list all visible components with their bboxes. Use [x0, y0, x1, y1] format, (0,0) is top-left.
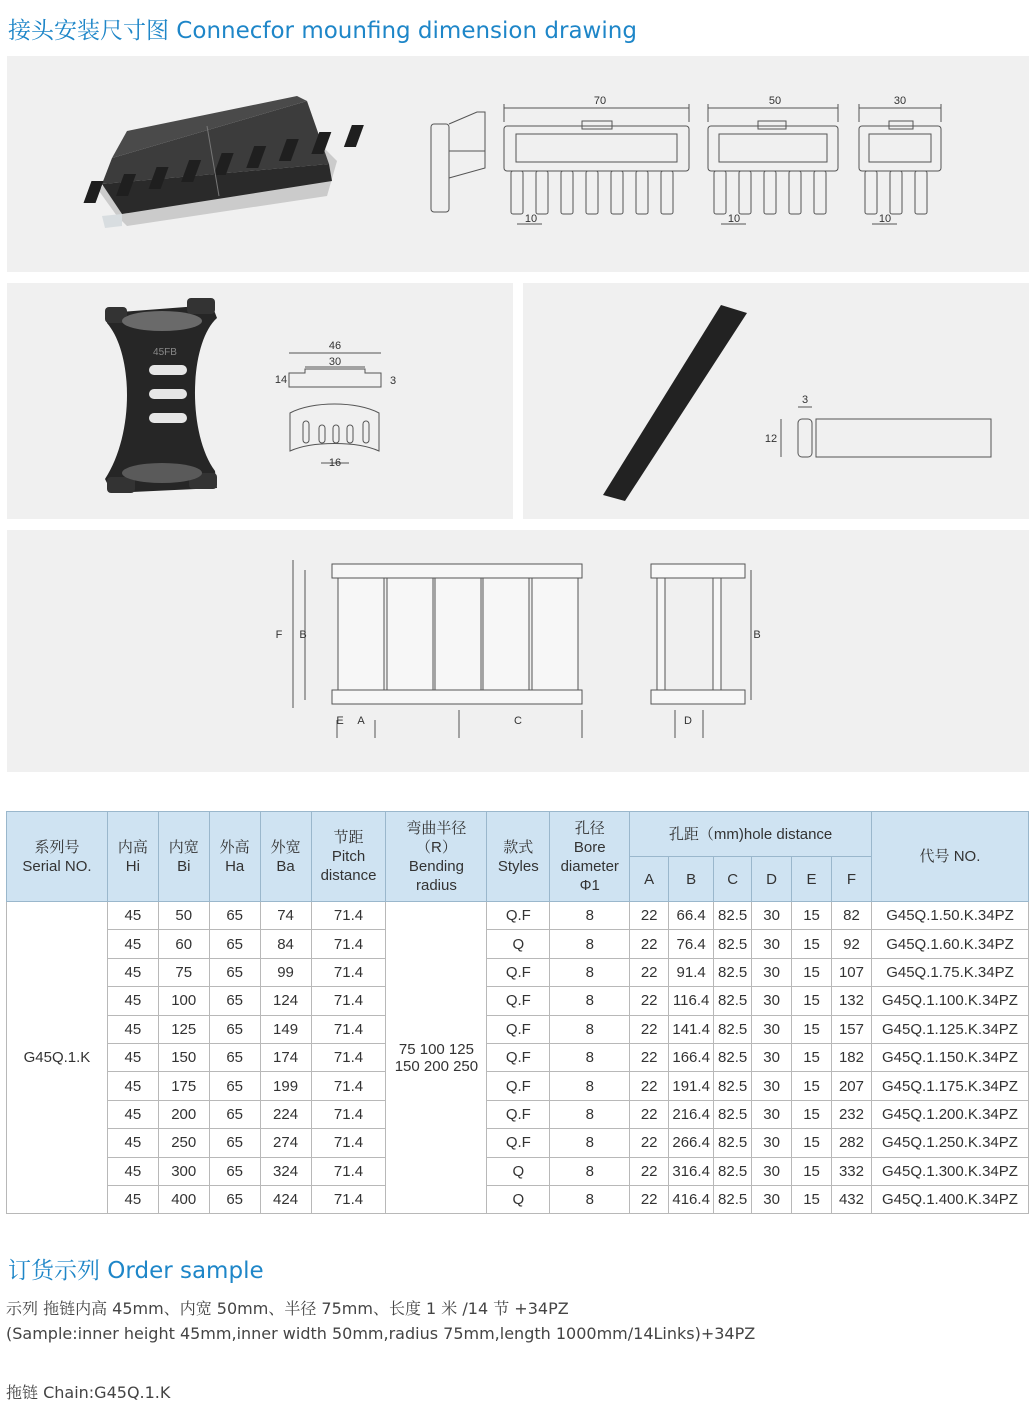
cell-ha: 65	[209, 902, 260, 930]
cell-f: 82	[832, 902, 872, 930]
cell-f: 157	[832, 1015, 872, 1043]
cell-f: 207	[832, 1072, 872, 1100]
cell-e: 15	[792, 1129, 832, 1157]
cell-d: 30	[752, 1185, 792, 1213]
dim-50: 50	[768, 95, 782, 107]
cell-hi: 45	[107, 1072, 158, 1100]
table-row	[7, 987, 1029, 1015]
cell-code: G45Q.1.60.K.34PZ	[871, 930, 1028, 958]
chain-dim-e: E	[336, 715, 344, 727]
cell-e: 15	[792, 902, 832, 930]
cell-d: 30	[752, 1100, 792, 1128]
cell-b: 316.4	[669, 1157, 714, 1185]
cell-ha: 65	[209, 1100, 260, 1128]
cell-f: 132	[832, 987, 872, 1015]
cell-hi: 45	[107, 1100, 158, 1128]
cell-pitch: 71.4	[311, 1043, 386, 1071]
cell-c: 82.5	[714, 930, 752, 958]
cell-ba: 324	[260, 1157, 311, 1185]
cell-bore: 8	[550, 1129, 630, 1157]
cell-e: 15	[792, 1185, 832, 1213]
cell-e: 15	[792, 1043, 832, 1071]
dim-70: 70	[593, 95, 607, 107]
header-hi: 内高 Hi	[107, 812, 158, 902]
cell-ba: 424	[260, 1185, 311, 1213]
header-bore: 孔径 Bore diameter Φ1	[550, 812, 630, 902]
cell-pitch: 71.4	[311, 930, 386, 958]
cell-a: 22	[630, 1043, 669, 1071]
cell-pitch: 71.4	[311, 1157, 386, 1185]
cell-hi: 45	[107, 1185, 158, 1213]
cell-style: Q	[487, 1157, 550, 1185]
cell-b: 76.4	[669, 930, 714, 958]
dim-pitch-30: 10	[878, 213, 892, 225]
cell-pitch: 71.4	[311, 902, 386, 930]
cell-b: 266.4	[669, 1129, 714, 1157]
cell-f: 92	[832, 930, 872, 958]
dim-pitch-50: 10	[727, 213, 741, 225]
chain-dim-d: D	[684, 715, 692, 727]
table-row	[7, 1100, 1029, 1128]
dim-pitch-70: 10	[524, 213, 538, 225]
cell-c: 82.5	[714, 1043, 752, 1071]
header-hole-a: A	[630, 857, 669, 902]
table-row	[7, 1015, 1029, 1043]
header-hole-f: F	[832, 857, 872, 902]
cell-d: 30	[752, 958, 792, 986]
cell-ha: 65	[209, 987, 260, 1015]
cell-bore: 8	[550, 1157, 630, 1185]
cell-a: 22	[630, 1015, 669, 1043]
header-serial: 系列号 Serial NO.	[7, 812, 108, 902]
header-hole-d: D	[752, 857, 792, 902]
cell-b: 166.4	[669, 1043, 714, 1071]
cell-f: 332	[832, 1157, 872, 1185]
cell-a: 22	[630, 902, 669, 930]
cell-ba: 174	[260, 1043, 311, 1071]
table-row	[7, 958, 1029, 986]
cell-pitch: 71.4	[311, 1185, 386, 1213]
cell-d: 30	[752, 1157, 792, 1185]
cell-pitch: 71.4	[311, 1100, 386, 1128]
table-row	[7, 1043, 1029, 1071]
cell-c: 82.5	[714, 958, 752, 986]
cell-bi: 200	[158, 1100, 209, 1128]
cell-code: G45Q.1.400.K.34PZ	[871, 1185, 1028, 1213]
cell-hi: 45	[107, 1015, 158, 1043]
cell-style: Q.F	[487, 1100, 550, 1128]
chain-dim-b-end: B	[753, 629, 761, 641]
cell-bore: 8	[550, 958, 630, 986]
cell-a: 22	[630, 958, 669, 986]
cell-ba: 84	[260, 930, 311, 958]
table-row	[7, 1157, 1029, 1185]
cell-style: Q.F	[487, 1072, 550, 1100]
connector-drawings	[7, 56, 1029, 272]
cell-bore: 8	[550, 1015, 630, 1043]
header-bi: 内宽 Bi	[158, 812, 209, 902]
cell-a: 22	[630, 1185, 669, 1213]
cell-ba: 124	[260, 987, 311, 1015]
cell-a: 22	[630, 1100, 669, 1128]
cell-bi: 175	[158, 1072, 209, 1100]
header-hole-c: C	[714, 857, 752, 902]
cell-d: 30	[752, 1129, 792, 1157]
cell-bi: 75	[158, 958, 209, 986]
side-marking: 45FB	[153, 347, 177, 358]
cell-b: 116.4	[669, 987, 714, 1015]
cell-f: 432	[832, 1185, 872, 1213]
cell-c: 82.5	[714, 1072, 752, 1100]
cell-ha: 65	[209, 958, 260, 986]
cell-bending-radius: 75 100 125 150 200 250	[386, 902, 487, 1214]
cell-ha: 65	[209, 1043, 260, 1071]
cell-b: 141.4	[669, 1015, 714, 1043]
cell-e: 15	[792, 1100, 832, 1128]
cell-hi: 45	[107, 1157, 158, 1185]
spec-table	[6, 811, 1029, 1214]
header-ha: 外高 Ha	[209, 812, 260, 902]
header-code: 代号 NO.	[871, 812, 1028, 902]
bar-panel	[523, 283, 1029, 519]
cell-code: G45Q.1.125.K.34PZ	[871, 1015, 1028, 1043]
connector-teeth	[511, 171, 927, 224]
table-row	[7, 902, 1029, 930]
cell-d: 30	[752, 1043, 792, 1071]
cell-code: G45Q.1.250.K.34PZ	[871, 1129, 1028, 1157]
cell-c: 82.5	[714, 1129, 752, 1157]
cell-a: 22	[630, 1072, 669, 1100]
cell-bore: 8	[550, 987, 630, 1015]
cell-pitch: 71.4	[311, 1072, 386, 1100]
side-dim-height: 14	[274, 374, 288, 386]
cell-c: 82.5	[714, 1185, 752, 1213]
cell-a: 22	[630, 1157, 669, 1185]
cell-ba: 74	[260, 902, 311, 930]
cell-a: 22	[630, 1129, 669, 1157]
cell-ba: 274	[260, 1129, 311, 1157]
cell-code: G45Q.1.100.K.34PZ	[871, 987, 1028, 1015]
cell-code: G45Q.1.300.K.34PZ	[871, 1157, 1028, 1185]
cell-bore: 8	[550, 1043, 630, 1071]
table-row	[7, 1129, 1029, 1157]
cell-ba: 149	[260, 1015, 311, 1043]
cell-style: Q.F	[487, 902, 550, 930]
cell-style: Q	[487, 930, 550, 958]
header-hole-distance: 孔距（mm)hole distance	[630, 812, 872, 857]
cell-style: Q.F	[487, 1015, 550, 1043]
cell-ha: 65	[209, 1072, 260, 1100]
cell-code: G45Q.1.175.K.34PZ	[871, 1072, 1028, 1100]
cell-e: 15	[792, 930, 832, 958]
bar-drawing	[523, 283, 1029, 519]
cell-b: 91.4	[669, 958, 714, 986]
cell-bore: 8	[550, 1185, 630, 1213]
cell-c: 82.5	[714, 1157, 752, 1185]
cell-bi: 125	[158, 1015, 209, 1043]
cell-style: Q.F	[487, 1043, 550, 1071]
cell-style: Q.F	[487, 958, 550, 986]
cell-hi: 45	[107, 1129, 158, 1157]
cell-b: 191.4	[669, 1072, 714, 1100]
cell-c: 82.5	[714, 1015, 752, 1043]
section-title-mounting: 接头安装尺寸图 Connecfor mounfing dimension drawing	[8, 18, 637, 44]
header-ba: 外宽 Ba	[260, 812, 311, 902]
side-dim-top: 46	[328, 340, 342, 352]
cell-e: 15	[792, 958, 832, 986]
cell-code: G45Q.1.150.K.34PZ	[871, 1043, 1028, 1071]
cell-pitch: 71.4	[311, 1015, 386, 1043]
cell-bore: 8	[550, 1100, 630, 1128]
cell-e: 15	[792, 1015, 832, 1043]
cell-d: 30	[752, 987, 792, 1015]
cell-d: 30	[752, 1072, 792, 1100]
cell-ba: 224	[260, 1100, 311, 1128]
cell-code: G45Q.1.75.K.34PZ	[871, 958, 1028, 986]
cell-bore: 8	[550, 930, 630, 958]
header-bending: 弯曲半径（R） Bending radius	[386, 812, 487, 902]
cell-b: 216.4	[669, 1100, 714, 1128]
cell-bi: 60	[158, 930, 209, 958]
cell-e: 15	[792, 987, 832, 1015]
header-hole-e: E	[792, 857, 832, 902]
cell-style: Q.F	[487, 987, 550, 1015]
chain-dim-b: B	[299, 629, 307, 641]
header-styles: 款式 Styles	[487, 812, 550, 902]
side-dim-inner: 30	[328, 356, 342, 368]
cell-hi: 45	[107, 958, 158, 986]
section-title-order: 订货示列 Order sample	[8, 1258, 264, 1284]
chain-panel	[7, 530, 1029, 772]
cell-hi: 45	[107, 1043, 158, 1071]
chain-dim-c: C	[514, 715, 522, 727]
spec-table-body	[7, 902, 1029, 1214]
cell-d: 30	[752, 902, 792, 930]
cell-ha: 65	[209, 1015, 260, 1043]
cell-bi: 150	[158, 1043, 209, 1071]
cell-style: Q.F	[487, 1129, 550, 1157]
cell-ba: 99	[260, 958, 311, 986]
cell-serial: G45Q.1.K	[7, 902, 108, 1214]
cell-ba: 199	[260, 1072, 311, 1100]
cell-d: 30	[752, 1015, 792, 1043]
cell-a: 22	[630, 987, 669, 1015]
side-plate-panel	[7, 283, 513, 519]
side-dim-bottom: 16	[328, 457, 342, 469]
header-pitch: 节距 Pitch distance	[311, 812, 386, 902]
order-chain: 拖链 Chain:G45Q.1.K	[6, 1383, 171, 1402]
cell-pitch: 71.4	[311, 958, 386, 986]
chain-dim-f: F	[275, 629, 283, 641]
cell-hi: 45	[107, 902, 158, 930]
cell-code: G45Q.1.50.K.34PZ	[871, 902, 1028, 930]
cell-ha: 65	[209, 930, 260, 958]
cell-e: 15	[792, 1157, 832, 1185]
cell-d: 30	[752, 930, 792, 958]
cell-ha: 65	[209, 1129, 260, 1157]
cell-bi: 300	[158, 1157, 209, 1185]
cell-style: Q	[487, 1185, 550, 1213]
cell-ha: 65	[209, 1185, 260, 1213]
cell-b: 66.4	[669, 902, 714, 930]
cell-b: 416.4	[669, 1185, 714, 1213]
cell-bore: 8	[550, 902, 630, 930]
cell-hi: 45	[107, 930, 158, 958]
side-plate-drawing	[7, 283, 513, 519]
table-row	[7, 1185, 1029, 1213]
cell-f: 232	[832, 1100, 872, 1128]
table-row	[7, 930, 1029, 958]
cell-pitch: 71.4	[311, 987, 386, 1015]
cell-code: G45Q.1.200.K.34PZ	[871, 1100, 1028, 1128]
chain-drawing	[7, 530, 1029, 772]
cell-e: 15	[792, 1072, 832, 1100]
bar-dim-width: 3	[801, 394, 809, 406]
order-line-cn: 示列 拖链内高 45mm、内宽 50mm、半径 75mm、长度 1 米 /14 节 +34PZ	[6, 1299, 569, 1318]
bar-dim-height: 12	[764, 433, 778, 445]
cell-bi: 250	[158, 1129, 209, 1157]
cell-c: 82.5	[714, 902, 752, 930]
order-line-en: (Sample:inner height 45mm,inner width 50mm,radius 75mm,length 1000mm/14Links)+34PZ	[6, 1324, 756, 1343]
chain-dim-a: A	[357, 715, 365, 727]
cell-f: 282	[832, 1129, 872, 1157]
cell-pitch: 71.4	[311, 1129, 386, 1157]
cell-c: 82.5	[714, 1100, 752, 1128]
cell-bi: 100	[158, 987, 209, 1015]
side-dim-thick: 3	[389, 375, 397, 387]
cell-f: 107	[832, 958, 872, 986]
cell-c: 82.5	[714, 987, 752, 1015]
cell-hi: 45	[107, 987, 158, 1015]
cell-bi: 50	[158, 902, 209, 930]
table-row	[7, 1072, 1029, 1100]
cell-bi: 400	[158, 1185, 209, 1213]
cell-f: 182	[832, 1043, 872, 1071]
cell-ha: 65	[209, 1157, 260, 1185]
connector-panel	[7, 56, 1029, 272]
header-hole-b: B	[669, 857, 714, 902]
cell-bore: 8	[550, 1072, 630, 1100]
cell-a: 22	[630, 930, 669, 958]
dim-30: 30	[893, 95, 907, 107]
